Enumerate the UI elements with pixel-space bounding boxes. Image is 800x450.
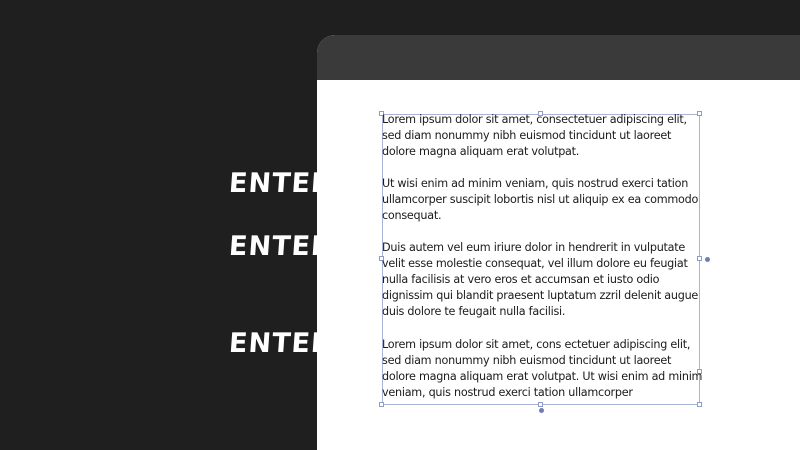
frame-handle-bottom-left[interactable]: [379, 402, 384, 407]
paragraph-1[interactable]: Lorem ipsum dolor sit amet, consectetuer adipiscing elit, sed diam nonummy nibh euismod tincidunt ut laoreet dolore magna aliquam erat volutpat.: [382, 113, 687, 158]
paragraph-4[interactable]: Lorem ipsum dolor sit amet, cons ectetuer adipiscing elit, sed diam nonummy nibh euismod tincidunt ut laoreet dolore magna aliquam erat volutpat. Ut wisi enim ad minim veniam, quis nostrud exerci tation ullamcorper: [382, 338, 703, 399]
frame-handle-bottom-center[interactable]: [538, 402, 543, 407]
arrow-icon: [320, 175, 378, 195]
enter-label-2: ENTER: [227, 231, 334, 262]
overset-text-indicator[interactable]: [539, 408, 544, 413]
window-title-bar[interactable]: [317, 35, 800, 80]
enter-label-3: ENTER: [227, 328, 334, 359]
paragraph-3[interactable]: Duis autem vel eum iriure dolor in hendrerit in vulputate velit esse molestie consequat, vel illum dolore eu feugiat nulla facilisis at vero eros et accumsan et iusto odio dignissim qui blandit praesent luptatum zzril delenit augue duis dolore te feugait nulla facilisi.: [382, 241, 699, 318]
thread-out-port[interactable]: [705, 257, 710, 262]
arrow-icon: [320, 335, 378, 355]
paragraph-2[interactable]: Ut wisi enim ad minim veniam, quis nostrud exerci tation ullamcorper suscipit lobortis nisl ut aliquip ex ea commodo consequat.: [382, 177, 699, 222]
frame-handle-bottom-right[interactable]: [697, 402, 702, 407]
enter-label-1: ENTER: [227, 168, 334, 199]
arrow-icon: [320, 238, 378, 258]
